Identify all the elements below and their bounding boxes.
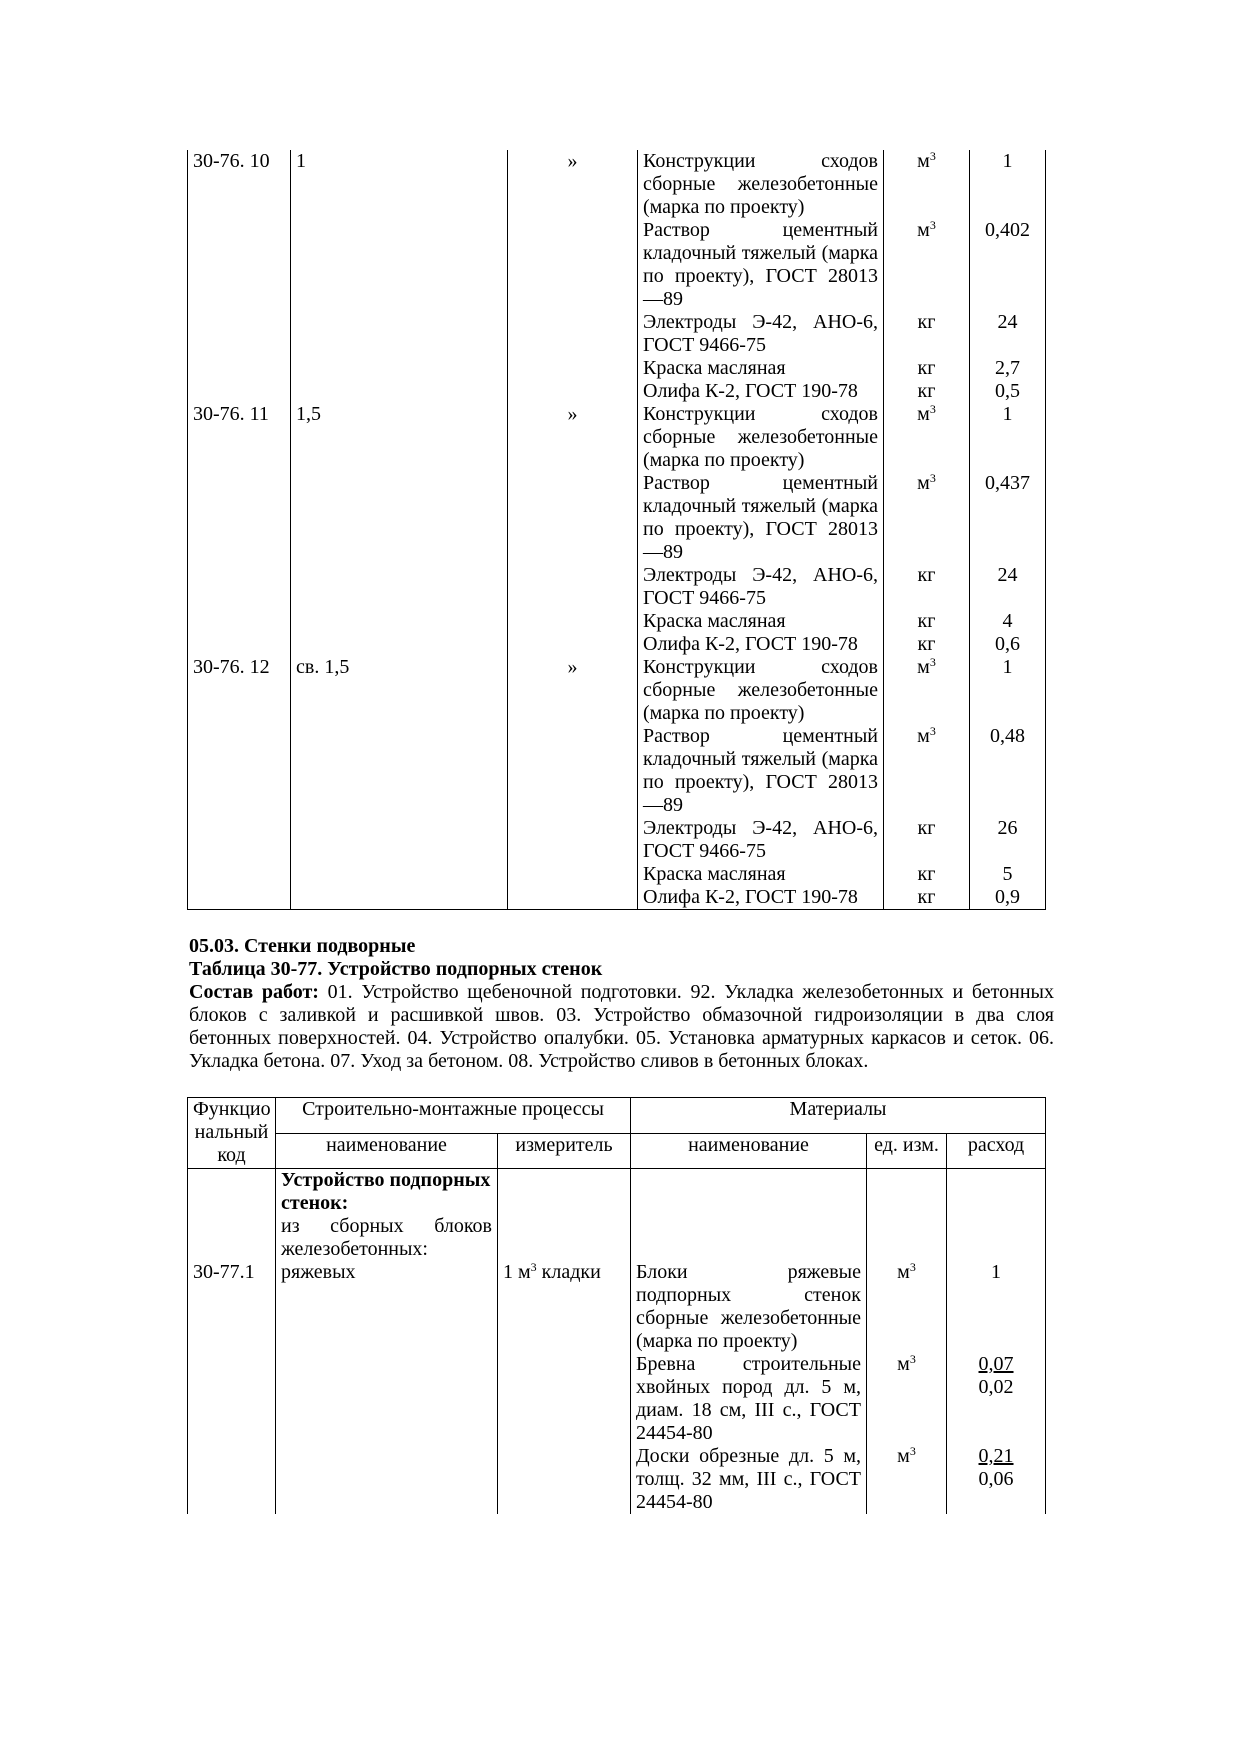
qty-value: 1 xyxy=(991,1261,1002,1283)
material-name: Конструкции сходов сборные железобетонные (марка по проекту) xyxy=(638,656,884,725)
param-cell xyxy=(291,380,508,403)
header-materials: Материалы xyxy=(631,1098,1046,1134)
code-cell xyxy=(188,1445,276,1514)
unit-text: кг xyxy=(917,380,936,402)
material-name: Бревна строительные хвойных пород дл. 5 м, диам. 18 см, III с., ГОСТ 24454-80 xyxy=(631,1353,867,1445)
measure-cell: » xyxy=(508,150,638,219)
unit-text: м xyxy=(917,219,930,241)
header-processes: Строительно-монтажные процессы xyxy=(276,1098,631,1134)
measure-cell xyxy=(508,311,638,357)
header-unit: ед. изм. xyxy=(867,1133,947,1169)
param-cell xyxy=(291,472,508,564)
unit-cell xyxy=(884,380,970,403)
unit-text: м xyxy=(917,656,930,678)
material-name: Электроды Э-42, АНО-6, ГОСТ 9466-75 xyxy=(638,564,884,610)
material-name: Электроды Э-42, АНО-6, ГОСТ 9466-75 xyxy=(638,311,884,357)
unit-cell xyxy=(884,817,970,863)
table-row xyxy=(188,564,1046,610)
code-cell xyxy=(188,311,291,357)
qty-value-secondary: 0,02 xyxy=(978,1376,1014,1398)
unit-cell xyxy=(884,403,970,472)
param-cell xyxy=(291,725,508,817)
material-name: Конструкции сходов сборные железобетонные (марка по проекту) xyxy=(638,150,884,219)
param-cell: св. 1,5 xyxy=(291,656,508,725)
measure-cell: » xyxy=(508,403,638,472)
material-name: Раствор цементный кладочный тяжелый (марка по проекту), ГОСТ 28013—89 xyxy=(638,472,884,564)
measure-unit: кладки xyxy=(536,1261,601,1283)
measure-cell xyxy=(508,817,638,863)
unit-cell xyxy=(884,656,970,725)
table-row xyxy=(188,886,1046,910)
code-cell xyxy=(188,564,291,610)
code-cell xyxy=(188,380,291,403)
table-row xyxy=(188,380,1046,403)
param-cell xyxy=(291,886,508,910)
group-title: Устройство подпорных стенок: xyxy=(276,1169,498,1216)
qty-value: 0,21 xyxy=(978,1445,1014,1467)
code-cell xyxy=(188,610,291,633)
table-row xyxy=(188,219,1046,311)
group-title-row xyxy=(188,1169,1046,1216)
code-cell: 30-76. 10 xyxy=(188,150,291,219)
unit-cell xyxy=(884,564,970,610)
measure-cell xyxy=(508,725,638,817)
material-name: Краска масляная xyxy=(638,357,884,380)
measure-cell xyxy=(508,380,638,403)
unit-cell xyxy=(884,633,970,656)
param-cell xyxy=(291,863,508,886)
measure-cell xyxy=(508,564,638,610)
qty-value-secondary: 0,06 xyxy=(978,1468,1014,1490)
material-name: Олифа К-2, ГОСТ 190-78 xyxy=(638,633,884,656)
qty-cell: 1 xyxy=(970,150,1046,219)
unit-cell xyxy=(867,1261,947,1353)
qty-cell: 24 xyxy=(970,311,1046,357)
qty-cell xyxy=(947,1445,1046,1514)
unit-power: 3 xyxy=(929,655,936,669)
table-title: Таблица 30-77. Устройство подпорных стенок xyxy=(189,958,603,980)
header-name: наименование xyxy=(276,1133,498,1169)
unit-text: кг xyxy=(917,886,936,908)
material-name: Конструкции сходов сборные железобетонные (марка по проекту) xyxy=(638,403,884,472)
code-cell: 30-77.1 xyxy=(188,1261,276,1353)
table-row xyxy=(188,610,1046,633)
unit-text: кг xyxy=(917,610,936,632)
materials-table-30-76 xyxy=(187,150,1046,910)
materials-table-30-77 xyxy=(187,1097,1046,1514)
unit-power: 3 xyxy=(929,402,936,416)
table-row xyxy=(188,1261,1046,1353)
unit-power: 3 xyxy=(929,471,936,485)
unit-power: 3 xyxy=(909,1444,916,1458)
unit-text: кг xyxy=(917,564,936,586)
material-name: Электроды Э-42, АНО-6, ГОСТ 9466-75 xyxy=(638,817,884,863)
unit-text: кг xyxy=(917,817,936,839)
unit-power: 3 xyxy=(909,1352,916,1366)
code-cell xyxy=(188,863,291,886)
param-cell xyxy=(291,564,508,610)
qty-cell xyxy=(947,1261,1046,1353)
param-cell xyxy=(291,219,508,311)
material-name: Доски обрезные дл. 5 м, толщ. 32 мм, III с., ГОСТ 24454-80 xyxy=(631,1445,867,1514)
table-row xyxy=(188,817,1046,863)
unit-text: м xyxy=(917,725,930,747)
param-cell: 1 xyxy=(291,150,508,219)
work-label: Состав работ: xyxy=(189,981,319,1003)
code-cell: 30-76. 12 xyxy=(188,656,291,725)
unit-cell xyxy=(884,472,970,564)
header-mat-name: наименование xyxy=(631,1133,867,1169)
unit-text: кг xyxy=(917,633,936,655)
material-name: Раствор цементный кладочный тяжелый (марка по проекту), ГОСТ 28013—89 xyxy=(638,219,884,311)
param-cell xyxy=(291,817,508,863)
qty-cell: 26 xyxy=(970,817,1046,863)
unit-power: 3 xyxy=(929,724,936,738)
param-cell xyxy=(291,633,508,656)
unit-cell xyxy=(884,150,970,219)
measure-power: 3 xyxy=(530,1260,537,1274)
section-text xyxy=(189,935,1054,1073)
code-cell xyxy=(188,219,291,311)
process-cell: ряжевых xyxy=(276,1261,498,1353)
unit-text: кг xyxy=(917,357,936,379)
unit-text: м xyxy=(897,1261,910,1283)
material-name: Олифа К-2, ГОСТ 190-78 xyxy=(638,886,884,910)
param-cell: 1,5 xyxy=(291,403,508,472)
table-row xyxy=(188,725,1046,817)
qty-cell: 1 xyxy=(970,403,1046,472)
material-name: Блоки ряжевые подпорных стенок сборные железобетонные (марка по проекту) xyxy=(631,1261,867,1353)
table-row xyxy=(188,863,1046,886)
process-cell xyxy=(276,1445,498,1514)
unit-power: 3 xyxy=(909,1260,916,1274)
qty-cell: 5 xyxy=(970,863,1046,886)
measure-cell xyxy=(508,886,638,910)
qty-cell: 1 xyxy=(970,656,1046,725)
param-cell xyxy=(291,357,508,380)
measure-cell xyxy=(508,610,638,633)
unit-cell xyxy=(884,610,970,633)
unit-power: 3 xyxy=(929,149,936,163)
code-cell xyxy=(188,633,291,656)
unit-text: м xyxy=(917,472,930,494)
work-text: 01. Устройство щебеночной подготовки. 92. Укладка железобетонных и бетонных блоков с заливкой и расшивкой швов. 03. Устройство обмазочной гидроизоляции в два слоя бетонных поверхностей. 04. Устройство опалубки. 05. Установка арматурных каркасов и сеток. 06. Укладка бетона. 07. Уход за бетоном. 08. Устройство сливов в бетонных блоках. xyxy=(189,981,1054,1072)
unit-text: м xyxy=(897,1353,910,1375)
qty-cell: 0,437 xyxy=(970,472,1046,564)
unit-text: кг xyxy=(917,863,936,885)
unit-cell xyxy=(867,1445,947,1514)
param-cell xyxy=(291,610,508,633)
material-name: Олифа К-2, ГОСТ 190-78 xyxy=(638,380,884,403)
header-code: Функцио нальный код xyxy=(188,1098,276,1169)
qty-cell: 0,6 xyxy=(970,633,1046,656)
code-cell xyxy=(188,817,291,863)
measure-cell xyxy=(508,219,638,311)
qty-value: 0,07 xyxy=(978,1353,1014,1375)
qty-cell: 0,402 xyxy=(970,219,1046,311)
qty-cell: 0,5 xyxy=(970,380,1046,403)
process-cell xyxy=(276,1353,498,1445)
code-cell xyxy=(188,725,291,817)
code-cell xyxy=(188,357,291,380)
header-row-1 xyxy=(188,1098,1046,1134)
material-name: Раствор цементный кладочный тяжелый (марка по проекту), ГОСТ 28013—89 xyxy=(638,725,884,817)
measure-cell xyxy=(508,472,638,564)
unit-text: м xyxy=(897,1445,910,1467)
table-row xyxy=(188,403,1046,472)
table-row xyxy=(188,633,1046,656)
measure-cell xyxy=(508,863,638,886)
table-row xyxy=(188,472,1046,564)
unit-cell xyxy=(884,357,970,380)
material-name: Краска масляная xyxy=(638,610,884,633)
code-cell: 30-76. 11 xyxy=(188,403,291,472)
table-row xyxy=(188,1353,1046,1445)
unit-cell xyxy=(884,311,970,357)
unit-cell xyxy=(884,725,970,817)
measure-cell xyxy=(508,633,638,656)
unit-text: м xyxy=(917,403,930,425)
qty-cell: 0,9 xyxy=(970,886,1046,910)
unit-power: 3 xyxy=(929,218,936,232)
table-row xyxy=(188,1445,1046,1514)
header-row-2 xyxy=(188,1133,1046,1169)
header-measure: измеритель xyxy=(498,1133,631,1169)
header-qty: расход xyxy=(947,1133,1046,1169)
qty-cell: 24 xyxy=(970,564,1046,610)
qty-cell: 0,48 xyxy=(970,725,1046,817)
qty-cell xyxy=(947,1353,1046,1445)
group-subtitle: из сборных блоков железобетонных: xyxy=(276,1215,498,1261)
unit-text: кг xyxy=(917,311,936,333)
unit-cell xyxy=(884,219,970,311)
table-row xyxy=(188,357,1046,380)
qty-cell: 2,7 xyxy=(970,357,1046,380)
code-cell xyxy=(188,886,291,910)
material-name: Краска масляная xyxy=(638,863,884,886)
unit-cell xyxy=(884,886,970,910)
measure-value: 1 м xyxy=(503,1261,531,1283)
unit-text: м xyxy=(917,150,930,172)
table-row xyxy=(188,150,1046,219)
measure-cell xyxy=(498,1353,631,1445)
code-cell xyxy=(188,1353,276,1445)
qty-cell: 4 xyxy=(970,610,1046,633)
measure-cell: » xyxy=(508,656,638,725)
table-row xyxy=(188,656,1046,725)
table-row xyxy=(188,311,1046,357)
unit-cell xyxy=(884,863,970,886)
param-cell xyxy=(291,311,508,357)
measure-cell xyxy=(498,1445,631,1514)
measure-cell xyxy=(508,357,638,380)
section-heading: 05.03. Стенки подворные xyxy=(189,935,416,957)
subtitle-row xyxy=(188,1215,1046,1261)
measure-cell xyxy=(498,1261,631,1353)
work-composition xyxy=(189,981,1054,1073)
code-cell xyxy=(188,472,291,564)
unit-cell xyxy=(867,1353,947,1445)
